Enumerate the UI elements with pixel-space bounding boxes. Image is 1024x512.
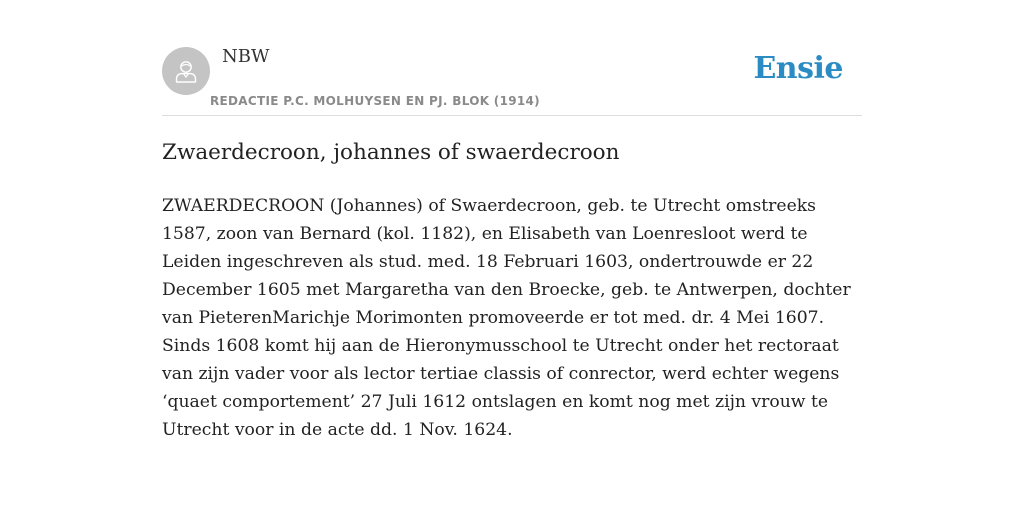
author-subtitle: REDACTIE P.C. MOLHUYSEN EN PJ. BLOK (1914) — [210, 94, 540, 108]
article-body: ZWAERDECROON (Johannes) of Swaerdecroon, geb. te Utrecht omstreeks 1587, zoon van Bernard (kol. 1182), en Elisabeth van Loenresloot werd te Leiden ingeschreven als stud. med. 18 Februari 1603, ondertrouwde er 22 December 1605 met Margaretha van den Broecke, geb. te Antwerpen, dochter van PieterenMarichje Morimonten promoveerde er tot med. dr. 4 Mei 1607. Sinds 1608 komt hij aan de Hieronymusschool te Utrecht onder het rectoraat van zijn vader voor als lector tertiae classis of conrector, werd echter wegens ‘quaet comportement’ 27 Juli 1612 ontslagen en komt nog met zijn vrouw te Utrecht voor in de acte dd. 1 Nov. 1624. — [162, 196, 851, 440]
article-card — [162, 0, 862, 440]
user-icon[interactable] — [162, 47, 210, 95]
user-icon-glyph — [172, 57, 200, 85]
article-header — [162, 0, 862, 116]
article-title: Zwaerdecroon, johannes of swaerdecroon — [162, 140, 620, 165]
ensie-logo[interactable]: Ensie — [753, 51, 843, 86]
author-name[interactable]: NBW — [222, 46, 270, 67]
